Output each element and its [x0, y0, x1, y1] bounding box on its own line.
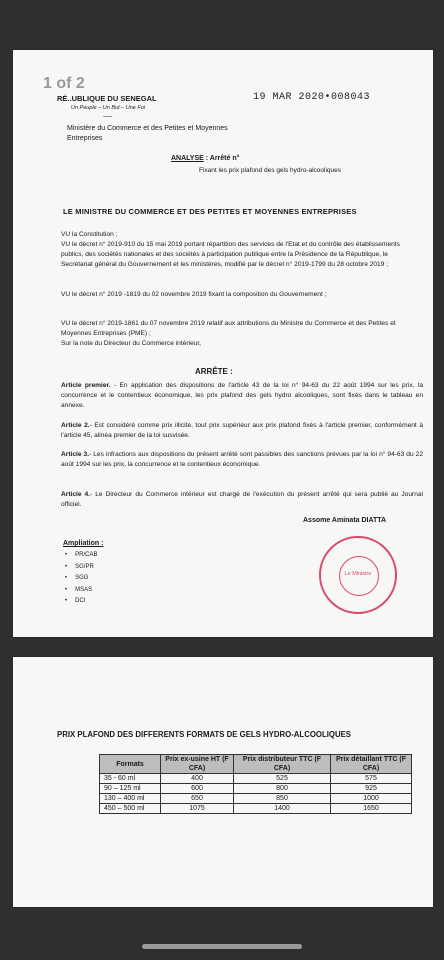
table-cell: 800 [234, 784, 331, 794]
column-header: Formats [100, 755, 161, 774]
seal-text: Le Ministre [344, 571, 372, 577]
article-label: Article 4. [61, 491, 91, 498]
page-indicator: 1 of 2 [43, 75, 85, 92]
table-row [100, 784, 412, 794]
article-text: - Le Directeur du Commerce intérieur est chargé de l'exécution du présent arrêté qui sera publié au Journal officiel. [61, 491, 423, 508]
article-paragraph [61, 490, 423, 510]
vu-item: VU le décret n° 2019 -1819 du 02 novembre 2019 fixant la composition du Gouvernement ; [61, 291, 327, 298]
table-cell: 525 [234, 774, 331, 784]
price-table [99, 754, 412, 814]
home-indicator[interactable] [142, 944, 302, 949]
annex-title: PRIX PLAFOND DES DIFFERENTS FORMATS DE GELS HYDRO-ALCOOLIQUES [57, 730, 351, 739]
table-row [100, 804, 412, 814]
table-cell: 1650 [331, 804, 412, 814]
table-cell: 450 – 500 ml [100, 804, 161, 814]
table-cell: 650 [161, 794, 234, 804]
list-item: • MSAS [65, 585, 97, 597]
article-paragraph [61, 450, 423, 470]
signatory-name: Assome Aminata DIATTA [303, 517, 387, 524]
article-label: Article premier. [61, 382, 111, 389]
republic-heading: RÉ..UBLIQUE DU SENEGAL [57, 94, 157, 103]
document-title: LE MINISTRE DU COMMERCE ET DES PETITES ET MOYENNES ENTREPRISES [63, 207, 357, 216]
table-cell: 575 [331, 774, 412, 784]
analyse-label: ANALYSE [171, 155, 204, 162]
document-page-2 [13, 657, 433, 907]
national-motto: Un Peuple – Un But – Une Foi [71, 105, 145, 111]
arrete-heading: ARRÊTE : [195, 367, 233, 376]
table-row [100, 774, 412, 784]
column-header: Prix détaillant TTC (F CFA) [331, 755, 412, 774]
vu-item: Sur la note du Directeur du Commerce intérieur, [61, 340, 201, 347]
article-label: Article 3. [61, 451, 90, 458]
list-item: • SGG [65, 573, 97, 585]
table-cell: 400 [161, 774, 234, 784]
article-paragraph [61, 421, 423, 441]
ministry-name: Ministère du Commerce et des Petites et Moyennes Entreprises [67, 125, 228, 142]
vu-item: VU la Constitution ; [61, 231, 118, 238]
ampliation-label: Ampliation : [63, 540, 104, 547]
table-cell: 1400 [234, 804, 331, 814]
table-row [100, 794, 412, 804]
article-label: Article 2. [61, 422, 90, 429]
article-text: - En application des dispositions de l'article 43 de la loi n° 94-63 du 22 août 1994 sur les prix, la concurrence et le contentieux économique, les prix plafond des gels hydro alcooliques, sont fixés dans le tableau en annexe. [61, 382, 423, 409]
date-stamp: 19 MAR 2020•008043 [253, 92, 371, 103]
table-cell: 1000 [331, 794, 412, 804]
list-item: • PR/CAB [65, 550, 97, 562]
list-item: • DCI [65, 596, 97, 608]
vu-item: VU le décret n° 2019-1861 du 07 novembre 2019 relatif aux attributions du Ministre du Commerce et des Petites et Moyennes Entreprises (PME) ; [61, 320, 396, 337]
article-text: - Est considéré comme prix illicite, tout prix supérieur aux prix plafond fixés à l'article premier, conformément à l'article 45, alinéa premier de la loi susvisée. [61, 422, 423, 439]
table-cell: 1075 [161, 804, 234, 814]
table-cell: 90 – 125 ml [100, 784, 161, 794]
column-header: Prix distributeur TTC (F CFA) [234, 755, 331, 774]
table-header-row [100, 755, 412, 774]
ampliation-list [65, 550, 97, 608]
table-cell: 130 – 400 ml [100, 794, 161, 804]
table-cell: 35 - 60 ml [100, 774, 161, 784]
subject-line: Fixant les prix plafond des gels hydro-alcooliques [199, 167, 341, 174]
analyse-line [171, 155, 239, 162]
document-page-1 [13, 50, 433, 637]
official-seal [319, 536, 397, 614]
list-item: • SG/PR [65, 562, 97, 574]
analyse-text: : Arrêté n° [205, 155, 240, 162]
table-cell: 600 [161, 784, 234, 794]
article-text: - Les infractions aux dispositions du présent arrêté sont passibles des sanctions prévues par la loi n° 94-63 du 22 août 1994 sur les prix, la concurrence et le contentieux économique. [61, 451, 423, 468]
column-header: Prix ex-usine HT (F CFA) [161, 755, 234, 774]
vu-item: VU le décret n° 2019-910 du 15 mai 2019 portant répartition des services de l'Etat et du contrôle des établissements publics, des sociétés nationales et des sociétés à participation publique entre la Présidence de la République, le Secrétariat général du Gouvernement et les ministères, modifié par le décret n° 2019-1799 du 28 octobre 2019 ; [61, 241, 400, 268]
article-paragraph [61, 381, 423, 410]
table-cell: 925 [331, 784, 412, 794]
table-cell: 850 [234, 794, 331, 804]
header-divider: ------------ [103, 114, 111, 120]
